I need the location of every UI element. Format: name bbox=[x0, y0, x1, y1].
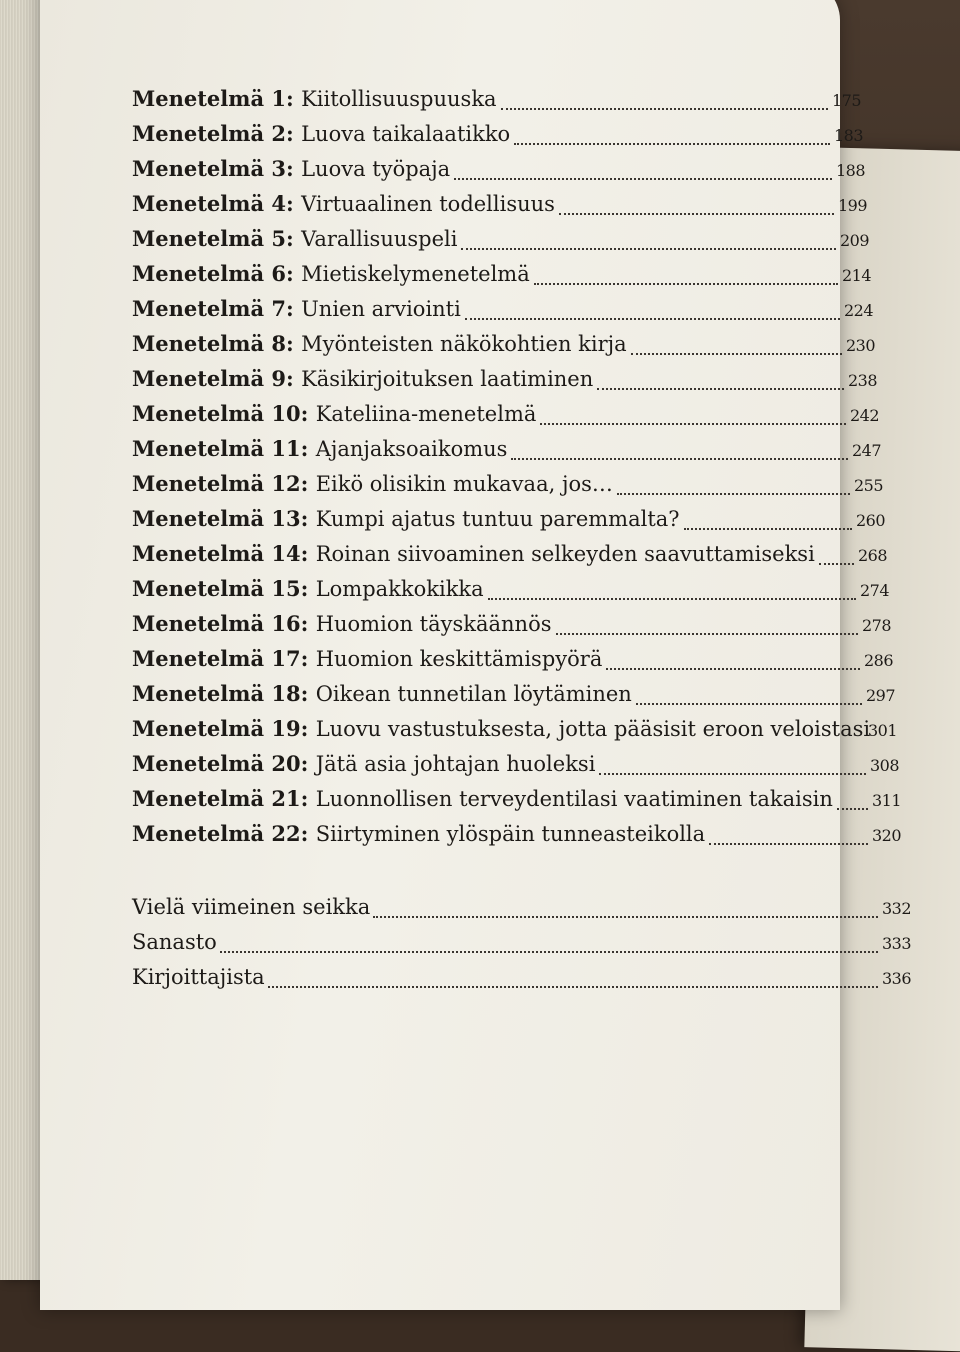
page-number: 308 bbox=[870, 756, 900, 775]
toc-entry[interactable] bbox=[132, 714, 898, 749]
method-title: Luovu vastustuksesta, jotta pääsisit eroon veloistasi bbox=[315, 717, 871, 741]
method-title: Varallisuuspeli bbox=[301, 227, 458, 251]
method-number: Menetelmä 22: bbox=[132, 821, 316, 846]
leader-dots bbox=[488, 594, 856, 600]
method-title: Huomion keskittämispyörä bbox=[315, 647, 603, 671]
method-title: Huomion täyskäännös bbox=[315, 612, 552, 636]
back-matter-title: Sanasto bbox=[132, 930, 217, 954]
leader-dots bbox=[511, 454, 848, 460]
method-title: Jätä asia johtajan huoleksi bbox=[315, 752, 596, 776]
toc-entry[interactable] bbox=[132, 749, 900, 784]
toc-entry[interactable] bbox=[132, 504, 886, 539]
method-title: Oikean tunnetilan löytäminen bbox=[315, 682, 632, 706]
table-of-contents bbox=[132, 84, 912, 997]
toc-entry-label bbox=[132, 224, 457, 254]
method-number: Menetelmä 10: bbox=[132, 401, 316, 426]
toc-entry-label bbox=[132, 644, 602, 674]
leader-dots bbox=[631, 349, 842, 355]
page-number: 311 bbox=[872, 791, 902, 810]
page-number: 214 bbox=[842, 266, 872, 285]
leader-dots bbox=[599, 769, 866, 775]
back-matter-title: Kirjoittajista bbox=[132, 965, 265, 989]
method-number: Menetelmä 20: bbox=[132, 751, 316, 776]
method-list bbox=[132, 84, 912, 854]
method-title: Siirtyminen ylöspäin tunneasteikolla bbox=[315, 822, 706, 846]
leader-dots bbox=[220, 947, 878, 953]
page-number: 278 bbox=[862, 616, 892, 635]
method-number: Menetelmä 11: bbox=[132, 436, 316, 461]
method-title: Lompakkokikka bbox=[315, 577, 484, 601]
leader-dots bbox=[709, 839, 868, 845]
method-number: Menetelmä 5: bbox=[132, 226, 302, 251]
toc-entry-label bbox=[132, 469, 613, 499]
method-number: Menetelmä 3: bbox=[132, 156, 302, 181]
page-number: 336 bbox=[882, 969, 912, 988]
toc-entry[interactable] bbox=[132, 154, 872, 189]
page-number: 183 bbox=[834, 126, 864, 145]
toc-entry-label bbox=[132, 364, 593, 394]
toc-entry[interactable] bbox=[132, 189, 872, 224]
toc-entry-label bbox=[132, 259, 530, 289]
method-number: Menetelmä 6: bbox=[132, 261, 302, 286]
method-title: Kiitollisuuspuuska bbox=[301, 87, 497, 111]
method-title: Unien arviointi bbox=[301, 297, 461, 321]
toc-entry-label bbox=[132, 784, 833, 814]
leader-dots bbox=[837, 804, 868, 810]
page-number: 332 bbox=[882, 899, 912, 918]
toc-entry-label bbox=[132, 189, 555, 219]
method-number: Menetelmä 19: bbox=[132, 716, 316, 741]
toc-entry[interactable] bbox=[132, 784, 902, 819]
method-number: Menetelmä 18: bbox=[132, 681, 316, 706]
leader-dots bbox=[819, 559, 854, 565]
method-title: Luonnollisen terveydentilasi vaatiminen takaisin bbox=[315, 787, 833, 811]
method-number: Menetelmä 17: bbox=[132, 646, 316, 671]
toc-entry[interactable] bbox=[132, 434, 882, 469]
toc-entry[interactable] bbox=[132, 574, 890, 609]
leader-dots bbox=[617, 489, 850, 495]
toc-entry[interactable] bbox=[132, 364, 878, 399]
method-title: Luova työpaja bbox=[301, 157, 451, 181]
method-number: Menetelmä 12: bbox=[132, 471, 316, 496]
leader-dots bbox=[534, 279, 838, 285]
page-number: 286 bbox=[864, 651, 894, 670]
toc-entry-label bbox=[132, 539, 815, 569]
toc-entry-label bbox=[132, 679, 632, 709]
page-number: 297 bbox=[866, 686, 896, 705]
toc-entry-label bbox=[132, 749, 595, 779]
toc-entry[interactable] bbox=[132, 294, 872, 329]
toc-entry-label bbox=[132, 609, 552, 639]
method-number: Menetelmä 15: bbox=[132, 576, 316, 601]
page-number: 320 bbox=[872, 826, 902, 845]
toc-entry[interactable] bbox=[132, 469, 884, 504]
back-matter-entry[interactable] bbox=[132, 962, 912, 997]
toc-entry-label bbox=[132, 399, 536, 429]
page-number: 260 bbox=[856, 511, 886, 530]
toc-entry-label bbox=[132, 714, 870, 744]
toc-entry[interactable] bbox=[132, 679, 896, 714]
method-title: Mietiskelymenetelmä bbox=[301, 262, 530, 286]
back-matter-entry[interactable] bbox=[132, 927, 912, 962]
toc-entry[interactable] bbox=[132, 259, 872, 294]
method-title: Virtuaalinen todellisuus bbox=[301, 192, 555, 216]
page-number: 255 bbox=[854, 476, 884, 495]
method-number: Menetelmä 13: bbox=[132, 506, 316, 531]
toc-entry[interactable] bbox=[132, 329, 876, 364]
toc-entry[interactable] bbox=[132, 119, 872, 154]
method-title: Ajanjaksoaikomus bbox=[315, 437, 508, 461]
leader-dots bbox=[268, 982, 878, 988]
page-number: 175 bbox=[832, 91, 862, 110]
method-title: Käsikirjoituksen laatiminen bbox=[301, 367, 594, 391]
page-number: 301 bbox=[868, 721, 898, 740]
method-number: Menetelmä 8: bbox=[132, 331, 302, 356]
toc-entry[interactable] bbox=[132, 224, 872, 259]
toc-entry-label bbox=[132, 119, 510, 149]
leader-dots bbox=[514, 139, 830, 145]
method-number: Menetelmä 2: bbox=[132, 121, 302, 146]
page-number: 188 bbox=[836, 161, 866, 180]
toc-entry[interactable] bbox=[132, 819, 902, 854]
leader-dots bbox=[454, 174, 832, 180]
toc-entry[interactable] bbox=[132, 84, 872, 119]
toc-entry-label bbox=[132, 154, 450, 184]
method-number: Menetelmä 14: bbox=[132, 541, 316, 566]
section-gap bbox=[132, 854, 912, 892]
toc-entry-label bbox=[132, 574, 484, 604]
leader-dots bbox=[559, 209, 834, 215]
toc-entry[interactable] bbox=[132, 399, 880, 434]
toc-entry-label bbox=[132, 434, 507, 464]
leader-dots bbox=[636, 699, 862, 705]
back-matter-list bbox=[132, 892, 912, 997]
page-number: 333 bbox=[882, 934, 912, 953]
method-title: Myönteisten näkökohtien kirja bbox=[301, 332, 627, 356]
method-number: Menetelmä 9: bbox=[132, 366, 302, 391]
toc-entry-label bbox=[132, 819, 705, 849]
method-title: Kateliina-menetelmä bbox=[315, 402, 537, 426]
page-number: 209 bbox=[840, 231, 870, 250]
leader-dots bbox=[465, 314, 840, 320]
back-matter-entry[interactable] bbox=[132, 892, 912, 927]
leader-dots bbox=[684, 524, 852, 530]
back-matter-title: Vielä viimeinen seikka bbox=[132, 895, 371, 919]
method-number: Menetelmä 1: bbox=[132, 86, 302, 111]
toc-entry[interactable] bbox=[132, 539, 888, 574]
method-number: Menetelmä 16: bbox=[132, 611, 316, 636]
leader-dots bbox=[373, 912, 878, 918]
method-title: Kumpi ajatus tuntuu paremmalta? bbox=[315, 507, 680, 531]
toc-entry[interactable] bbox=[132, 609, 892, 644]
method-title: Eikö olisikin mukavaa, jos… bbox=[315, 472, 613, 496]
method-number: Menetelmä 7: bbox=[132, 296, 302, 321]
page-number: 224 bbox=[844, 301, 874, 320]
page-number: 247 bbox=[852, 441, 882, 460]
toc-entry-label bbox=[132, 294, 461, 324]
toc-entry-label bbox=[132, 504, 680, 534]
page-number: 242 bbox=[850, 406, 880, 425]
page-number: 238 bbox=[848, 371, 878, 390]
leader-dots bbox=[597, 384, 844, 390]
toc-entry-label bbox=[132, 84, 497, 114]
toc-entry-label bbox=[132, 329, 627, 359]
page-number: 274 bbox=[860, 581, 890, 600]
page-number: 230 bbox=[846, 336, 876, 355]
page-number: 199 bbox=[838, 196, 868, 215]
toc-entry[interactable] bbox=[132, 644, 894, 679]
method-title: Roinan siivoaminen selkeyden saavuttamiseksi bbox=[315, 542, 815, 566]
leader-dots bbox=[606, 664, 860, 670]
method-title: Luova taikalaatikko bbox=[301, 122, 511, 146]
leader-dots bbox=[540, 419, 846, 425]
method-number: Menetelmä 21: bbox=[132, 786, 316, 811]
leader-dots bbox=[501, 104, 828, 110]
leader-dots bbox=[461, 244, 836, 250]
page-number: 268 bbox=[858, 546, 888, 565]
leader-dots bbox=[556, 629, 859, 635]
method-number: Menetelmä 4: bbox=[132, 191, 302, 216]
